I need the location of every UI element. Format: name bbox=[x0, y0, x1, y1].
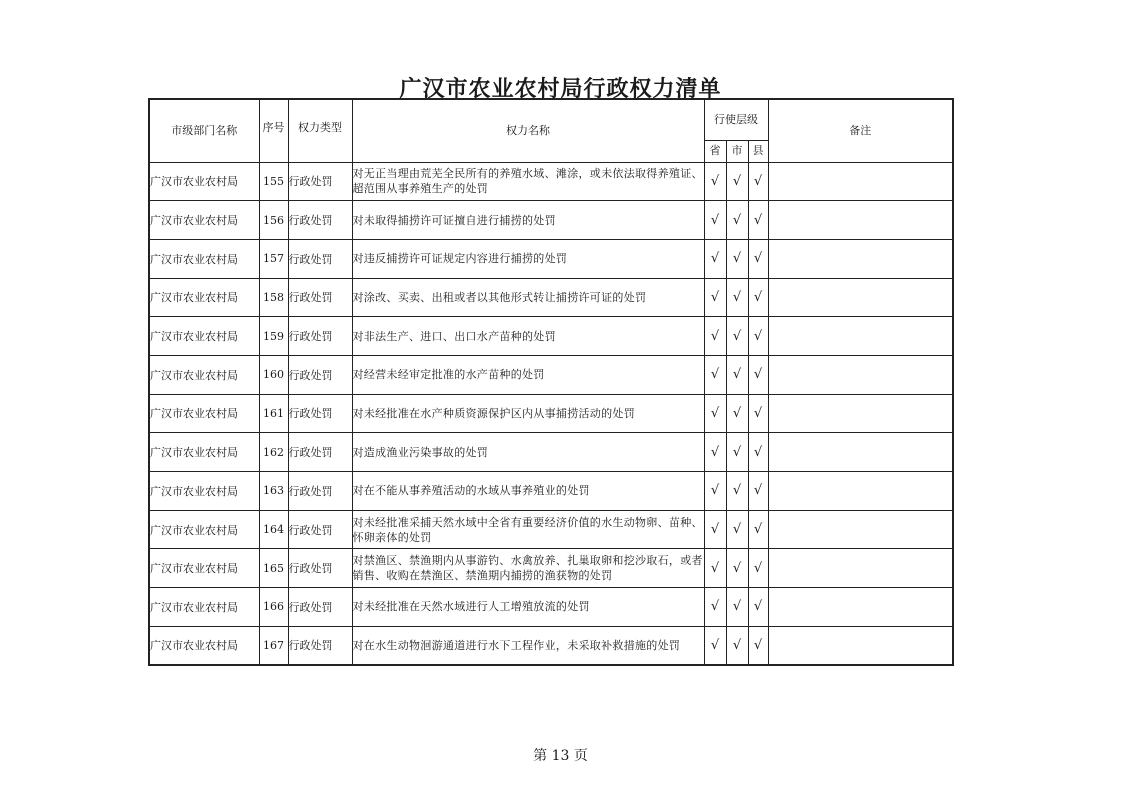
dept-cell: 广汉市农业农村局 bbox=[149, 549, 259, 588]
city-check: √ bbox=[726, 278, 748, 317]
power-name-cell: 对造成渔业污染事故的处罚 bbox=[352, 433, 704, 472]
power-name-cell: 对无正当理由荒芜全民所有的养殖水域、滩涂，或未依法取得养殖证、超范围从事养殖生产的处罚 bbox=[352, 162, 704, 201]
header-seq: 序号 bbox=[259, 99, 288, 162]
county-check: √ bbox=[748, 317, 768, 356]
city-check: √ bbox=[726, 433, 748, 472]
table-row bbox=[149, 510, 953, 549]
note-cell bbox=[768, 626, 953, 665]
type-cell: 行政处罚 bbox=[288, 510, 352, 549]
power-list-table bbox=[148, 98, 954, 666]
table-row bbox=[149, 317, 953, 356]
seq-cell: 158 bbox=[259, 278, 288, 317]
table-row bbox=[149, 201, 953, 240]
type-cell: 行政处罚 bbox=[288, 201, 352, 240]
county-check: √ bbox=[748, 433, 768, 472]
county-check: √ bbox=[748, 510, 768, 549]
dept-cell: 广汉市农业农村局 bbox=[149, 355, 259, 394]
header-dept: 市级部门名称 bbox=[149, 99, 259, 162]
type-cell: 行政处罚 bbox=[288, 433, 352, 472]
header-level: 行使层级 bbox=[704, 99, 768, 140]
power-name-cell: 对未经批准采捕天然水域中全省有重要经济价值的水生动物卵、苗种、怀卵亲体的处罚 bbox=[352, 510, 704, 549]
note-cell bbox=[768, 201, 953, 240]
province-check: √ bbox=[704, 355, 726, 394]
province-check: √ bbox=[704, 239, 726, 278]
type-cell: 行政处罚 bbox=[288, 278, 352, 317]
seq-cell: 156 bbox=[259, 201, 288, 240]
county-check: √ bbox=[748, 472, 768, 511]
note-cell bbox=[768, 549, 953, 588]
power-name-cell: 对未经批准在天然水域进行人工增殖放流的处罚 bbox=[352, 588, 704, 627]
city-check: √ bbox=[726, 626, 748, 665]
type-cell: 行政处罚 bbox=[288, 239, 352, 278]
power-name-cell: 对在不能从事养殖活动的水域从事养殖业的处罚 bbox=[352, 472, 704, 511]
dept-cell: 广汉市农业农村局 bbox=[149, 510, 259, 549]
header-city: 市 bbox=[726, 140, 748, 162]
power-name-cell: 对未经批准在水产种质资源保护区内从事捕捞活动的处罚 bbox=[352, 394, 704, 433]
table-row bbox=[149, 278, 953, 317]
dept-cell: 广汉市农业农村局 bbox=[149, 239, 259, 278]
province-check: √ bbox=[704, 588, 726, 627]
dept-cell: 广汉市农业农村局 bbox=[149, 394, 259, 433]
note-cell bbox=[768, 355, 953, 394]
province-check: √ bbox=[704, 278, 726, 317]
county-check: √ bbox=[748, 588, 768, 627]
header-note: 备注 bbox=[768, 99, 953, 162]
note-cell bbox=[768, 278, 953, 317]
seq-cell: 159 bbox=[259, 317, 288, 356]
table-row bbox=[149, 472, 953, 511]
type-cell: 行政处罚 bbox=[288, 472, 352, 511]
header-county: 县 bbox=[748, 140, 768, 162]
note-cell bbox=[768, 394, 953, 433]
table-row bbox=[149, 162, 953, 201]
province-check: √ bbox=[704, 626, 726, 665]
dept-cell: 广汉市农业农村局 bbox=[149, 588, 259, 627]
city-check: √ bbox=[726, 472, 748, 511]
header-province: 省 bbox=[704, 140, 726, 162]
seq-cell: 162 bbox=[259, 433, 288, 472]
type-cell: 行政处罚 bbox=[288, 162, 352, 201]
seq-cell: 166 bbox=[259, 588, 288, 627]
seq-cell: 155 bbox=[259, 162, 288, 201]
city-check: √ bbox=[726, 317, 748, 356]
power-name-cell: 对禁渔区、禁渔期内从事游钓、水禽放养、扎巢取卵和挖沙取石，或者销售、收购在禁渔区、禁渔期内捕捞的渔获物的处罚 bbox=[352, 549, 704, 588]
city-check: √ bbox=[726, 355, 748, 394]
power-name-cell: 对涂改、买卖、出租或者以其他形式转让捕捞许可证的处罚 bbox=[352, 278, 704, 317]
province-check: √ bbox=[704, 162, 726, 201]
province-check: √ bbox=[704, 510, 726, 549]
power-name-cell: 对非法生产、进口、出口水产苗种的处罚 bbox=[352, 317, 704, 356]
note-cell bbox=[768, 433, 953, 472]
seq-cell: 165 bbox=[259, 549, 288, 588]
dept-cell: 广汉市农业农村局 bbox=[149, 162, 259, 201]
table-row bbox=[149, 394, 953, 433]
table-row bbox=[149, 433, 953, 472]
seq-cell: 157 bbox=[259, 239, 288, 278]
county-check: √ bbox=[748, 394, 768, 433]
power-name-cell: 对经营未经审定批准的水产苗种的处罚 bbox=[352, 355, 704, 394]
type-cell: 行政处罚 bbox=[288, 317, 352, 356]
city-check: √ bbox=[726, 510, 748, 549]
dept-cell: 广汉市农业农村局 bbox=[149, 433, 259, 472]
seq-cell: 164 bbox=[259, 510, 288, 549]
county-check: √ bbox=[748, 355, 768, 394]
dept-cell: 广汉市农业农村局 bbox=[149, 472, 259, 511]
county-check: √ bbox=[748, 239, 768, 278]
city-check: √ bbox=[726, 239, 748, 278]
province-check: √ bbox=[704, 472, 726, 511]
table-row bbox=[149, 239, 953, 278]
county-check: √ bbox=[748, 201, 768, 240]
seq-cell: 161 bbox=[259, 394, 288, 433]
note-cell bbox=[768, 472, 953, 511]
dept-cell: 广汉市农业农村局 bbox=[149, 201, 259, 240]
document-title: 广汉市农业农村局行政权力清单 bbox=[399, 76, 722, 102]
county-check: √ bbox=[748, 626, 768, 665]
power-name-cell: 对违反捕捞许可证规定内容进行捕捞的处罚 bbox=[352, 239, 704, 278]
dept-cell: 广汉市农业农村局 bbox=[149, 626, 259, 665]
seq-cell: 160 bbox=[259, 355, 288, 394]
seq-cell: 163 bbox=[259, 472, 288, 511]
type-cell: 行政处罚 bbox=[288, 588, 352, 627]
note-cell bbox=[768, 239, 953, 278]
power-name-cell: 对未取得捕捞许可证擅自进行捕捞的处罚 bbox=[352, 201, 704, 240]
province-check: √ bbox=[704, 394, 726, 433]
dept-cell: 广汉市农业农村局 bbox=[149, 278, 259, 317]
dept-cell: 广汉市农业农村局 bbox=[149, 317, 259, 356]
city-check: √ bbox=[726, 549, 748, 588]
header-name: 权力名称 bbox=[352, 99, 704, 162]
type-cell: 行政处罚 bbox=[288, 355, 352, 394]
county-check: √ bbox=[748, 162, 768, 201]
county-check: √ bbox=[748, 278, 768, 317]
city-check: √ bbox=[726, 162, 748, 201]
note-cell bbox=[768, 317, 953, 356]
province-check: √ bbox=[704, 201, 726, 240]
type-cell: 行政处罚 bbox=[288, 626, 352, 665]
page-number: 第 13 页 bbox=[533, 748, 588, 764]
table-row bbox=[149, 549, 953, 588]
province-check: √ bbox=[704, 433, 726, 472]
power-name-cell: 对在水生动物洄游通道进行水下工程作业，未采取补救措施的处罚 bbox=[352, 626, 704, 665]
type-cell: 行政处罚 bbox=[288, 549, 352, 588]
province-check: √ bbox=[704, 549, 726, 588]
city-check: √ bbox=[726, 394, 748, 433]
note-cell bbox=[768, 162, 953, 201]
city-check: √ bbox=[726, 201, 748, 240]
header-type: 权力类型 bbox=[288, 99, 352, 162]
note-cell bbox=[768, 588, 953, 627]
city-check: √ bbox=[726, 588, 748, 627]
county-check: √ bbox=[748, 549, 768, 588]
type-cell: 行政处罚 bbox=[288, 394, 352, 433]
seq-cell: 167 bbox=[259, 626, 288, 665]
province-check: √ bbox=[704, 317, 726, 356]
table-row bbox=[149, 626, 953, 665]
table-row bbox=[149, 588, 953, 627]
table-row bbox=[149, 355, 953, 394]
note-cell bbox=[768, 510, 953, 549]
